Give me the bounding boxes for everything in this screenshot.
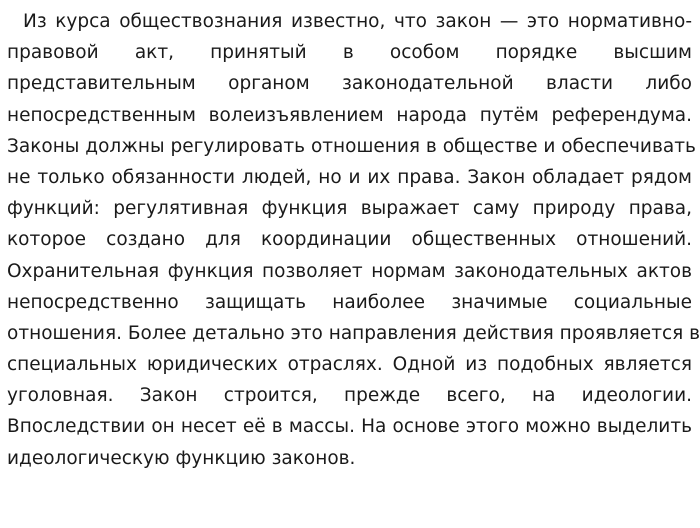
paragraph-line: уголовная. Закон строится, прежде всего, на идеологии. bbox=[7, 385, 692, 407]
paragraph-line: Впоследствии он несет её в массы. На основе этого можно выделить bbox=[7, 416, 692, 438]
paragraph-line: Из курса обществознания известно, что закон — это нормативно- bbox=[23, 11, 692, 32]
paragraph-line: Законы должны регулировать отношения в обществе и обеспечивать bbox=[7, 135, 696, 157]
paragraph-line: идеологическую функцию законов. bbox=[7, 447, 356, 469]
paragraph bbox=[7, 6, 700, 474]
paragraph-line: Охранительная функция позволяет нормам законодательных актов bbox=[7, 260, 692, 282]
paragraph-line: специальных юридических отраслях. Одной из подобных является bbox=[7, 354, 692, 376]
paragraph-line: представительным органом законодательной власти либо bbox=[7, 73, 692, 95]
paragraph-line: функций: регулятивная функция выражает саму природу права, bbox=[7, 198, 692, 220]
paragraph-line: не только обязанности людей, но и их права. Закон обладает рядом bbox=[7, 166, 692, 188]
paragraph-line: которое создано для координации общественных отношений. bbox=[7, 229, 692, 251]
paragraph-line: правовой акт, принятый в особом порядке высшим bbox=[7, 42, 692, 64]
paragraph-line: отношения. Более детально это направления действия проявляется в bbox=[7, 322, 700, 344]
paragraph-line: непосредственно защищать наиболее значимые социальные bbox=[7, 291, 692, 313]
paragraph-line: непосредственным волеизъявлением народа путём референдума. bbox=[7, 104, 692, 126]
